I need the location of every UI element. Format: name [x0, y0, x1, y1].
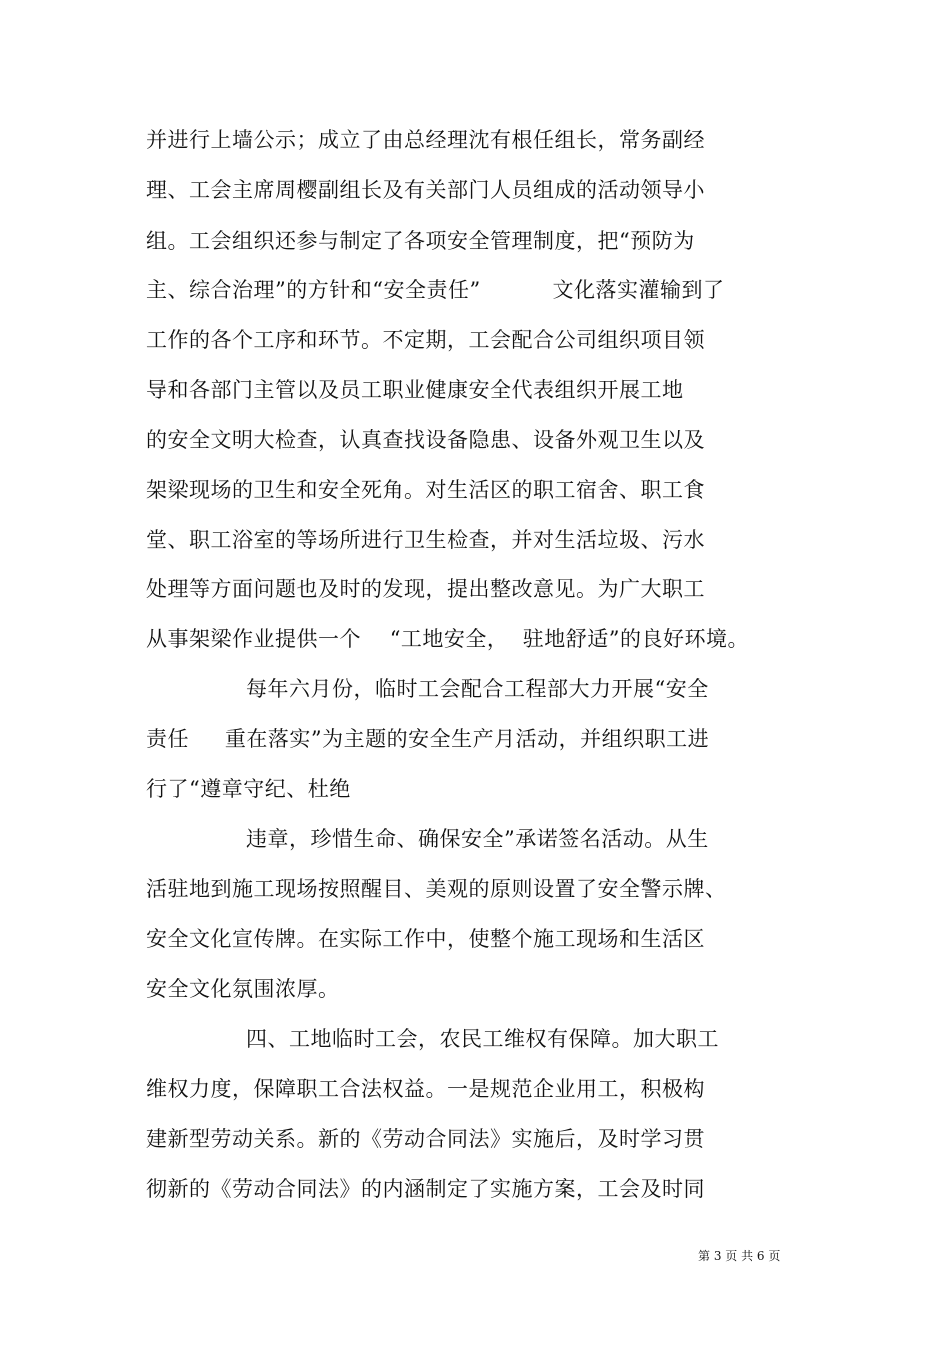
text-line: 理、工会主席周樱副组长及有关部门人员组成的活动领导小: [146, 178, 705, 202]
text-line: 安全文化氛围浓厚。: [146, 977, 340, 1001]
text-line: 并进行上墙公示；成立了由总经理沈有根任组长，常务副经: [146, 128, 705, 152]
text-line: 主、综合治理”的方针和“安全责任” 文化落实灌输到了: [146, 278, 725, 302]
text-line: 责任 重在落实”为主题的安全生产月活动，并组织职工进: [146, 727, 710, 751]
text-line: 工作的各个工序和环节。不定期，工会配合公司组织项目领: [146, 328, 705, 352]
text-line: 行了“遵章守纪、杜绝: [146, 777, 351, 801]
text-line: 从事架梁作业提供一个 “工地安全， 驻地舒适”的良好环境。: [146, 627, 750, 651]
text-line: 安全文化宣传牌。在实际工作中，使整个施工现场和生活区: [146, 927, 705, 951]
paragraph-first-line: 每年六月份，临时工会配合工程部大力开展“安全: [246, 677, 709, 701]
text-line: 维权力度，保障职工合法权益。一是规范企业用工，积极构: [146, 1077, 705, 1101]
text-line: 处理等方面问题也及时的发现，提出整改意见。为广大职工: [146, 577, 705, 601]
text-line: 彻新的《劳动合同法》的内涵制定了实施方案，工会及时同: [146, 1177, 705, 1201]
text-line: 堂、职工浴室的等场所进行卫生检查，并对生活垃圾、污水: [146, 528, 705, 552]
text-line: 的安全文明大检查，认真查找设备隐患、设备外观卫生以及: [146, 428, 705, 452]
text-line: 组。工会组织还参与制定了各项安全管理制度，把“预防为: [146, 229, 695, 253]
page-number-footer: 第 3 页 共 6 页: [698, 1249, 781, 1263]
paragraph-first-line: 四、工地临时工会，农民工维权有保障。加大职工: [246, 1027, 719, 1051]
text-line: 活驻地到施工现场按照醒目、美观的原则设置了安全警示牌、: [146, 877, 727, 901]
text-line: 架梁现场的卫生和安全死角。对生活区的职工宿舍、职工食: [146, 478, 705, 502]
text-line: 建新型劳动关系。新的《劳动合同法》实施后，及时学习贯: [146, 1127, 705, 1151]
text-line: 导和各部门主管以及员工职业健康安全代表组织开展工地: [146, 378, 684, 402]
paragraph-first-line: 违章，珍惜生命、确保安全”承诺签名活动。从生: [246, 827, 709, 851]
